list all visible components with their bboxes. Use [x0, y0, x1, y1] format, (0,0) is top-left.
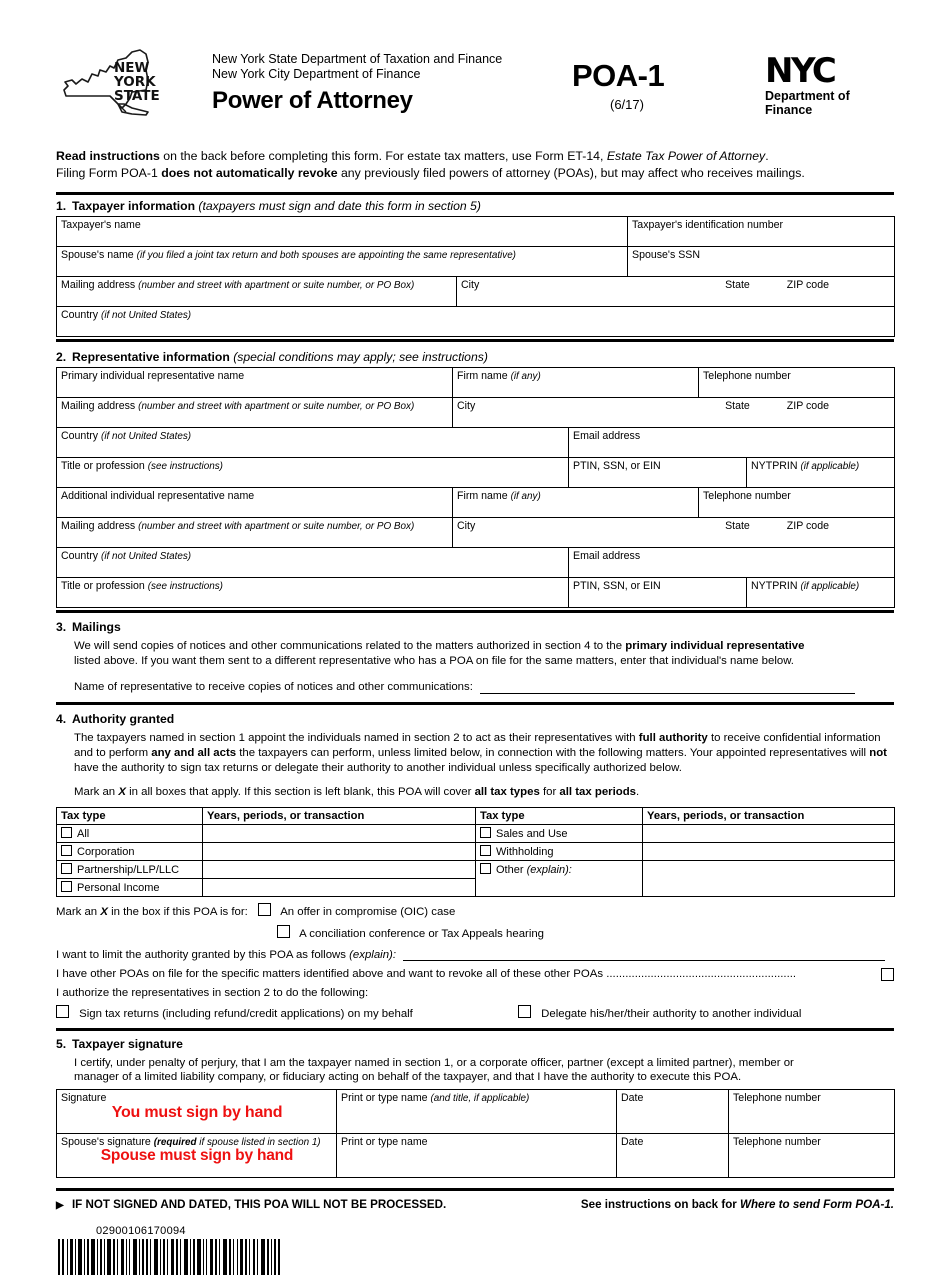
limit-authority-label: I want to limit the authority granted by this POA as follows: [56, 948, 346, 961]
table-row: [57, 458, 895, 488]
taxpayer-date-cell[interactable]: [617, 1090, 729, 1134]
country-label: Country: [61, 309, 99, 321]
section-2-primary-title-row: [56, 457, 895, 488]
telephone-label: Telephone number: [733, 1136, 821, 1149]
mailings-emphasis: primary individual representative: [625, 640, 805, 652]
agency-line-city: New York City Department of Finance: [212, 67, 421, 81]
checkbox-tax-type-corporation[interactable]: [61, 845, 72, 856]
checkbox-conciliation-conference[interactable]: [277, 925, 290, 938]
mailing-address-label: Mailing address: [61, 279, 136, 291]
authorize-reps-label-row: [56, 987, 950, 999]
years-withholding-input[interactable]: [643, 842, 895, 860]
table-row: [57, 1090, 895, 1134]
signature-label: Signature: [61, 1092, 107, 1105]
section-2-primary-rep-row: [56, 367, 895, 398]
table-row: [57, 860, 895, 878]
table-row: [57, 428, 895, 458]
tax-type-other-cell[interactable]: [476, 860, 643, 896]
state-zip-group: [691, 520, 829, 532]
zip-label: ZIP code: [786, 400, 829, 412]
not-signed-notice: IF NOT SIGNED AND DATED, THIS POA WILL NOT BE PROCESSED.: [71, 1198, 447, 1212]
city-label: City: [461, 279, 480, 291]
checkbox-tax-type-personal-income[interactable]: [61, 881, 72, 892]
section-1-heading: [56, 199, 950, 213]
section-5-number: 5.: [56, 1036, 67, 1051]
mailings-text-b: listed above. If you want them sent to a different representative who has a POA on file for the same matters, enter that individual's name below.: [74, 654, 794, 667]
section-3-paragraph: [74, 639, 894, 669]
authority-text-b: to receive confidential information and to perform: [74, 732, 881, 760]
nyc-department-of-finance-logo: [765, 51, 900, 117]
taxpayer-print-name-cell[interactable]: [337, 1090, 617, 1134]
firm-name-note: (if any): [510, 491, 541, 502]
table-row: [57, 398, 895, 428]
section-4-title: Authority granted: [72, 712, 175, 727]
primary-country-cell[interactable]: [57, 428, 569, 458]
svg-text:YORK: YORK: [114, 74, 156, 90]
section-3-title: Mailings: [72, 620, 121, 634]
title-profession-label: Title or profession: [61, 460, 145, 472]
years-corporation-input[interactable]: [203, 842, 476, 860]
revoke-other-poas-row: [56, 968, 894, 980]
country-note: (if not United States): [101, 551, 192, 562]
tax-type-other-label: Other: [496, 863, 524, 876]
table-row: [57, 548, 895, 578]
all-tax-periods-emphasis: all tax periods: [559, 785, 637, 798]
years-periods-header-right: Years, periods, or transaction: [643, 807, 895, 824]
section-2-additional-country-row: [56, 547, 895, 578]
additional-nytprin-cell[interactable]: [747, 578, 895, 608]
certification-line-1: I certify, under penalty of perjury, that I am the taxpayer named in section 1, or a corporate officer, partner (except a limited partner), member or: [74, 1056, 794, 1069]
checkbox-tax-type-sales-and-use[interactable]: [480, 827, 491, 838]
state-label: State: [725, 520, 750, 532]
oic-option-2-label: A conciliation conference or Tax Appeals hearing: [299, 927, 545, 940]
mark-x-text-c: for: [539, 785, 560, 798]
section-3-bottom-rule: [56, 702, 894, 705]
checkbox-offer-in-compromise[interactable]: [258, 903, 271, 916]
limit-authority-row: [56, 949, 950, 961]
section-3-number: 3.: [56, 620, 67, 634]
tax-type-table: [56, 807, 895, 897]
tax-type-sales-use-label: Sales and Use: [496, 827, 568, 840]
revoke-text-rest: any previously filed powers of attorney (POAs), but may affect who receives mailings.: [337, 165, 805, 180]
authorize-reps-label: I authorize the representatives in section 2 to do the following:: [56, 986, 369, 999]
table-row: [57, 247, 895, 277]
date-label: Date: [621, 1136, 644, 1149]
primary-firm-name-cell[interactable]: [453, 368, 699, 398]
primary-ptin-cell[interactable]: [569, 458, 747, 488]
tax-type-corporation-cell[interactable]: [57, 842, 203, 860]
section-3-heading: [56, 620, 950, 634]
department-lines: [212, 52, 502, 82]
right-triangle-icon: ▶: [56, 1200, 64, 1212]
nyc-logo-wordmark: NYC: [765, 51, 835, 91]
tax-type-corporation-label: Corporation: [77, 845, 135, 858]
table-row: [57, 277, 895, 307]
taxpayer-name-cell[interactable]: [57, 217, 628, 247]
checkbox-sign-tax-returns[interactable]: [56, 1005, 69, 1018]
spouse-signature-warning-text: Spouse must sign by hand: [100, 1147, 294, 1165]
mark-x-text-b: in all boxes that apply. If this section is left blank, this POA will cover: [125, 785, 475, 798]
state-zip-group: [691, 400, 829, 412]
tax-type-partnership-label: Partnership/LLP/LLC: [77, 863, 180, 876]
tax-type-withholding-label: Withholding: [496, 845, 554, 858]
section-1-bottom-rule: [56, 339, 894, 342]
section-2-bottom-rule: [56, 610, 894, 613]
section-1-number: 1.: [56, 199, 67, 213]
taxpayer-telephone-cell[interactable]: [729, 1090, 895, 1134]
country-note: (if not United States): [101, 431, 192, 442]
new-york-state-logo: [62, 46, 180, 118]
city-label: City: [457, 400, 476, 412]
spouse-name-cell[interactable]: [57, 247, 628, 277]
additional-email-cell[interactable]: [569, 548, 895, 578]
barcode-number: 02900106170094: [96, 1225, 186, 1238]
table-row: [57, 578, 895, 608]
section-1-top-rule: [56, 192, 894, 195]
where-to-send-notice: [581, 1198, 894, 1211]
section-4-paragraph-2: [74, 785, 894, 800]
primary-nytprin-cell[interactable]: [747, 458, 895, 488]
authority-text-a: The taxpayers named in section 1 appoint the individuals named in section 2 to act as their representatives with: [74, 732, 639, 745]
spouse-signature-label: Spouse's signature: [61, 1136, 151, 1149]
authority-text-c: the taxpayers can perform, unless limited below, in connection with the following matters. Your appointed representatives will: [236, 747, 870, 760]
read-instructions-period: .: [765, 149, 769, 163]
tax-type-personal-income-label: Personal Income: [77, 881, 160, 894]
oic-prefix-x: X: [100, 905, 108, 918]
section-1-subtitle: (taxpayers must sign and date this form in section 5): [198, 199, 481, 213]
additional-rep-name-cell[interactable]: [57, 488, 453, 518]
full-authority-emphasis: full authority: [638, 732, 708, 745]
read-instructions-block: [56, 148, 896, 181]
oic-prefix-a: Mark an: [56, 905, 101, 918]
checkbox-tax-type-all[interactable]: [61, 827, 72, 838]
svg-text:STATE: STATE: [114, 88, 160, 104]
limit-authority-input[interactable]: [403, 950, 885, 961]
section-1-country-table: [56, 306, 895, 337]
years-partnership-input[interactable]: [203, 860, 476, 878]
additional-title-profession-cell[interactable]: [57, 578, 569, 608]
read-instructions-emphasis: Read instructions: [56, 149, 160, 163]
where-to-send-italic: Where to send Form POA-1.: [740, 1198, 894, 1212]
oic-row-1: [56, 903, 950, 920]
table-row: [57, 518, 895, 548]
mailing-address-note: (number and street with apartment or suite number, or PO Box): [138, 401, 415, 412]
years-all-input[interactable]: [203, 824, 476, 842]
mailing-address-label: Mailing address: [61, 520, 136, 532]
spouse-ssn-label: Spouse's SSN: [632, 249, 700, 261]
taxpayer-id-cell[interactable]: [628, 217, 895, 247]
checkbox-revoke-other-poas[interactable]: [881, 968, 894, 981]
spouse-signature-note: if spouse listed in section 1): [196, 1137, 321, 1149]
read-instructions-line-2: [56, 165, 896, 182]
section-2-subtitle: (special conditions may apply; see instructions): [233, 350, 488, 364]
country-cell[interactable]: [57, 307, 895, 337]
section-5-title: Taxpayer signature: [72, 1036, 183, 1051]
spouse-ssn-cell[interactable]: [628, 247, 895, 277]
email-label: Email address: [573, 550, 641, 562]
print-name-label: Print or type name: [341, 1092, 428, 1105]
signature-warning-text: You must sign by hand: [111, 1104, 283, 1122]
ptin-label: PTIN, SSN, or EIN: [573, 460, 661, 472]
revoke-other-poas-label: I have other POAs on file for the specific matters identified above and want to revoke all of these other POAs: [56, 967, 604, 980]
authority-text-d: have the authority to sign tax returns or delegate their authority to another individual unless specifically authorized below.: [74, 761, 682, 774]
print-name-note: (and title, if applicable): [430, 1093, 530, 1105]
tax-type-sales-use-cell[interactable]: [476, 824, 643, 842]
tax-type-other-note: (explain):: [526, 863, 572, 876]
revoke-text-start: Filing Form POA-1: [56, 165, 162, 180]
mark-x-text-a: Mark an: [74, 785, 119, 798]
country-label: Country: [61, 430, 99, 442]
table-row: [57, 488, 895, 518]
state-label: State: [725, 279, 750, 291]
taxpayer-signature-cell[interactable]: [57, 1090, 337, 1134]
title-profession-label: Title or profession: [61, 580, 145, 592]
primary-city-state-zip-cell[interactable]: [453, 398, 895, 428]
additional-ptin-cell[interactable]: [569, 578, 747, 608]
firm-name-label: Firm name: [457, 370, 508, 382]
all-tax-types-emphasis: all tax types: [474, 785, 540, 798]
primary-rep-name-cell[interactable]: [57, 368, 453, 398]
additional-rep-name-label: Additional individual representative name: [61, 490, 255, 502]
city-state-zip-cell[interactable]: [457, 277, 895, 307]
tax-type-personal-income-cell[interactable]: [57, 878, 203, 896]
spouse-date-cell[interactable]: [617, 1134, 729, 1178]
title-profession-note: (see instructions): [147, 461, 223, 472]
revoke-dot-leader: ............................................................: [603, 967, 797, 980]
email-label: Email address: [573, 430, 641, 442]
oic-options-block: [56, 903, 950, 942]
revoke-text-emphasis: does not automatically revoke: [161, 165, 338, 180]
mark-x-letter: X: [118, 785, 126, 798]
section-2-heading: [56, 350, 950, 364]
additional-mailing-address-cell[interactable]: [57, 518, 453, 548]
rep-copies-name-input[interactable]: [480, 683, 855, 694]
table-row: [57, 307, 895, 337]
agency-line-state: New York State Department of Taxation and Finance: [212, 52, 503, 66]
section-4-paragraph-1: [74, 731, 894, 775]
tax-type-withholding-cell[interactable]: [476, 842, 643, 860]
primary-title-profession-cell[interactable]: [57, 458, 569, 488]
section-4-bottom-rule: [56, 1028, 894, 1031]
rep-copies-name-label: Name of representative to receive copies of notices and other communications:: [74, 680, 473, 693]
not-emphasis: not: [869, 747, 887, 760]
additional-firm-name-cell[interactable]: [453, 488, 699, 518]
checkbox-tax-type-partnership[interactable]: [61, 863, 72, 874]
firm-name-label: Firm name: [457, 490, 508, 502]
nytprin-note: (if applicable): [800, 461, 860, 472]
footer-notice-row: [56, 1198, 894, 1211]
spouse-telephone-cell[interactable]: [729, 1134, 895, 1178]
mailings-text-a: We will send copies of notices and other communications related to the matters authorized in section 4 to the: [74, 640, 626, 652]
zip-label: ZIP code: [786, 520, 829, 532]
years-sales-use-input[interactable]: [643, 824, 895, 842]
table-row: [57, 824, 895, 842]
barcode-block: [58, 1225, 950, 1278]
nytprin-note: (if applicable): [800, 581, 860, 592]
page-title: Power of Attorney: [212, 87, 413, 114]
tax-type-all-label: All: [77, 827, 90, 840]
any-and-all-acts-emphasis: any and all acts: [151, 747, 237, 760]
section-2-primary-country-row: [56, 427, 895, 458]
primary-rep-name-label: Primary individual representative name: [61, 370, 245, 382]
barcode-image: [58, 1239, 282, 1275]
spouse-print-name-cell[interactable]: [337, 1134, 617, 1178]
section-5-certification: [74, 1056, 894, 1086]
certification-line-2: manager of a limited liability company, or fiduciary acting on behalf of the taxpayer, and that I have the authority to execute this POA.: [74, 1071, 742, 1084]
section-4-number: 4.: [56, 712, 67, 727]
mailing-address-note: (number and street with apartment or suite number, or PO Box): [138, 521, 415, 532]
spouse-signature-required: (required: [153, 1137, 197, 1149]
nyc-logo-subtitle: Department of Finance: [765, 89, 850, 117]
mark-x-period: .: [636, 785, 640, 798]
zip-label: ZIP code: [786, 279, 829, 291]
title-profession-note: (see instructions): [147, 581, 223, 592]
additional-city-state-zip-cell[interactable]: [453, 518, 895, 548]
poa1-form-page: [0, 42, 950, 1272]
section-2-primary-address-row: [56, 397, 895, 428]
primary-email-cell[interactable]: [569, 428, 895, 458]
firm-name-note: (if any): [510, 371, 541, 382]
table-header-row: [57, 807, 895, 824]
primary-mailing-address-cell[interactable]: [57, 398, 453, 428]
delegate-authority-group: [518, 1005, 801, 1020]
primary-telephone-cell[interactable]: [699, 368, 895, 398]
signature-table: [56, 1089, 895, 1178]
country-label: Country: [61, 550, 99, 562]
section-2-title: Representative information: [72, 350, 230, 364]
telephone-label: Telephone number: [733, 1092, 821, 1105]
read-instructions-text: on the back before completing this form. For estate tax matters, use Form ET-14,: [159, 149, 607, 163]
additional-telephone-cell[interactable]: [699, 488, 895, 518]
section-1-table: [56, 216, 895, 277]
delegate-authority-label: Delegate his/her/their authority to another individual: [541, 1007, 802, 1020]
country-note: (if not United States): [101, 310, 192, 321]
mailing-address-cell[interactable]: [57, 277, 457, 307]
section-4-heading: [56, 712, 950, 726]
tax-type-all-cell[interactable]: [57, 824, 203, 842]
authorize-options-row: [56, 1005, 894, 1020]
oic-row-2: [56, 925, 950, 942]
checkbox-tax-type-withholding[interactable]: [480, 845, 491, 856]
table-row: [57, 368, 895, 398]
section-5-heading: [56, 1037, 950, 1051]
read-instructions-line-1: [56, 148, 896, 165]
city-label: City: [457, 520, 476, 532]
footer-top-rule: [56, 1188, 894, 1191]
tax-type-header-left: Tax type: [57, 807, 203, 824]
date-label: Date: [621, 1092, 644, 1105]
section-1-title: Taxpayer information: [72, 199, 196, 213]
section-3-name-line: [74, 680, 894, 695]
state-label: State: [725, 400, 750, 412]
et14-form-name: Estate Tax Power of Attorney: [606, 149, 766, 163]
telephone-label: Telephone number: [703, 370, 791, 382]
section-1-address-table: [56, 276, 895, 307]
table-row: [57, 217, 895, 247]
table-row: [57, 1134, 895, 1178]
spouse-print-name-label: Print or type name: [341, 1136, 428, 1149]
spouse-signature-cell[interactable]: [57, 1134, 337, 1178]
spouse-name-label: Spouse's name: [61, 249, 134, 261]
svg-text:NEW: NEW: [114, 60, 150, 76]
years-periods-header-left: Years, periods, or transaction: [203, 807, 476, 824]
tax-type-header-right: Tax type: [476, 807, 643, 824]
oic-prefix-b: in the box if this POA is for:: [107, 905, 248, 918]
checkbox-tax-type-other[interactable]: [480, 863, 491, 874]
table-row: [57, 842, 895, 860]
mailing-address-note: (number and street with apartment or suite number, or PO Box): [138, 280, 415, 291]
section-2-additional-title-row: [56, 577, 895, 608]
state-zip-group: [691, 279, 829, 291]
ptin-label: PTIN, SSN, or EIN: [573, 580, 661, 592]
form-header: [0, 42, 950, 140]
mailing-address-label: Mailing address: [61, 400, 136, 412]
checkbox-delegate-authority[interactable]: [518, 1005, 531, 1018]
nytprin-label: NYTPRIN: [751, 580, 798, 592]
see-instructions-text: See instructions on back for: [580, 1198, 741, 1212]
taxpayer-id-label: Taxpayer's identification number: [632, 219, 784, 231]
years-other-input[interactable]: [643, 860, 895, 896]
section-2-additional-rep-row: [56, 487, 895, 518]
limit-authority-note: (explain):: [349, 948, 396, 961]
additional-country-cell[interactable]: [57, 548, 569, 578]
section-2-number: 2.: [56, 350, 67, 364]
nytprin-label: NYTPRIN: [751, 460, 798, 472]
form-revision: (6/17): [610, 97, 644, 112]
form-number: POA-1: [572, 58, 665, 93]
spouse-name-note: (if you filed a joint tax return and both spouses are appointing the same representative): [136, 250, 516, 261]
taxpayer-name-label: Taxpayer's name: [61, 219, 141, 231]
telephone-label: Telephone number: [703, 490, 791, 502]
years-personal-income-input[interactable]: [203, 878, 476, 896]
sign-tax-returns-label: Sign tax returns (including refund/credit applications) on my behalf: [79, 1007, 413, 1020]
oic-option-1-label: An offer in compromise (OIC) case: [280, 905, 456, 918]
section-2-additional-address-row: [56, 517, 895, 548]
tax-type-partnership-cell[interactable]: [57, 860, 203, 878]
